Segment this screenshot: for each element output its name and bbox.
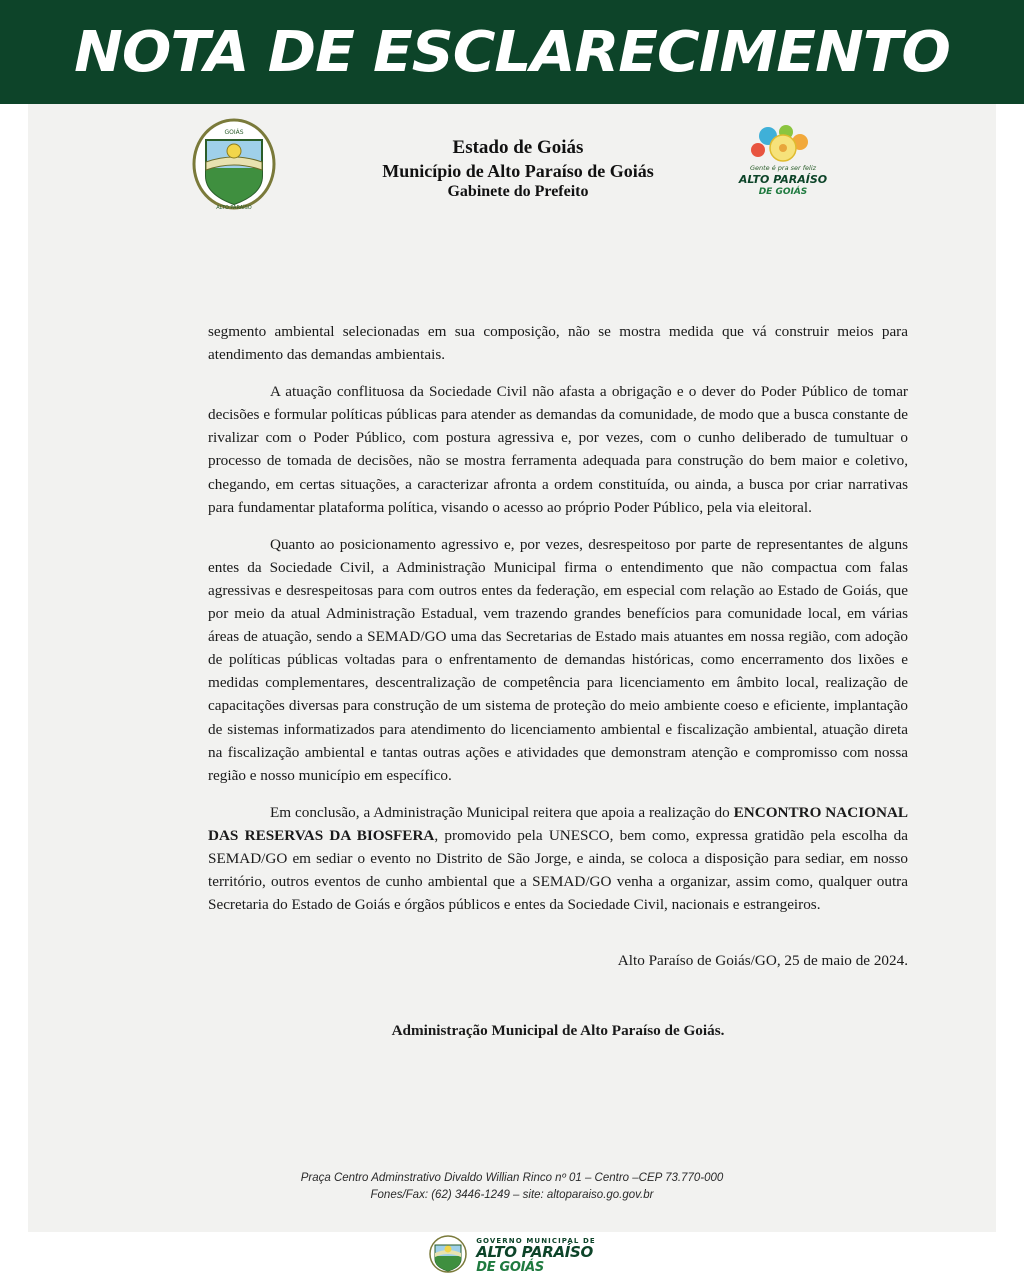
header-title-block [308,136,728,202]
footer-logo-line3: DE GOIÁS [476,1259,544,1275]
svg-text:Gente é pra ser feliz: Gente é pra ser feliz [749,164,817,172]
conclusion-highlight: ENCONTRO NACIONAL DAS RESERVAS DA BIOSFERA [208,803,909,844]
banner-title: NOTA DE ESCLARECIMENTO [74,19,950,85]
conclusion-post: , promovido pela UNESCO, bem como, expressa gratidão pela escolha da SEMAD/GO em sediar o evento no Distrito de São Jorge, e ainda, se coloca a disposição para sediar, em nosso território, outros eventos de cunho ambiental que a SEMAD/GO venha a organizar, assim como, qualquer outra Secretaria do Estado de Goiás e órgãos públicos e entes da Sociedade Civil, nacionais e estrangeiros. [208,826,908,914]
header-line-office: Gabinete do Prefeito [447,183,589,201]
footer-logo-line2: ALTO PARAÍSO [476,1243,594,1262]
paragraph: A atuação conflituosa da Sociedade Civil não afasta a obrigação e o dever do Poder Público de tomar decisões e formular políticas públicas para atender as demandas da comunidade, de modo que a busca constante de rivalizar com o Poder Público, com postura agressiva e, por vezes, com o cunho deliberado de tumultuar o processo de tomada de decisões, não se mostra ferramenta adequada para construção do bem maior e coletivo, chegando, em certas situações, a caracterizar afronta a ordem constituída, ou ainda, a busca por criar narrativas para fundamentar plataforma política, visando o acesso ao próprio Poder Público, pela via eleitoral. [208,383,908,516]
svg-text:ALTO PARAÍSO: ALTO PARAÍSO [216,205,252,210]
document-body [208,320,908,930]
signature-line: Administração Municipal de Alto Paraíso de Goiás. [391,1022,725,1039]
footer-address-line2: Fones/Fax: (62) 3446-1249 – site: altoparaiso.go.gov.br [370,1188,654,1201]
footer-logo-text [476,1238,596,1274]
svg-text:GOIÁS: GOIÁS [224,129,244,136]
tourism-logo [728,118,838,204]
footer-logo-bar [0,1232,1024,1280]
document-header [28,104,996,208]
place-and-date: Alto Paraíso de Goiás/GO, 25 de maio de 2024. [617,952,908,969]
paragraph: Quanto ao posicionamento agressivo e, por vezes, desrespeitoso por parte de representantes de alguns entes da Sociedade Civil, a Administração Municipal firma o entendimento que não compactua com falas agressivas e desrespeitosas para com outros entes da federação, em especial com relação ao Estado de Goiás, que por meio da atual Administração Estadual, vem trazendo grandes benefícios para comunidade local, em várias áreas de atuação, sendo a SEMAD/GO uma das Secretarias de Estado mais atuantes em nossa região, com adoção de políticas públicas voltadas para o enfrentamento de demandas históricas, como encerramento dos lixões e medidas complementares, descentralização de competência para licenciamento em âmbito local, realização de capacitações diversas para construção de um sistema de proteção do meio ambiente coeso e eficiente, implantação de sistemas informatizados para atendimento do licenciamento ambiental e fiscalização ambiental, atuação direta na fiscalização ambiental e tantas outras ações e atividades que demonstram atenção e compromisso com nossa região e nosso município em específico. [208,535,908,784]
coat-of-arms-icon [192,118,276,210]
header-line-state: Estado de Goiás [452,137,584,158]
municipal-seal-icon [428,1234,468,1279]
footer-address-line1: Praça Centro Adminstrativo Divaldo Willian Rinco nº 01 – Centro –CEP 73.770-000 [300,1172,724,1184]
footer-logo-line1: GOVERNO MUNICIPAL DE [476,1237,596,1246]
svg-text:ALTO PARAÍSO: ALTO PARAÍSO [738,173,828,186]
conclusion-pre: Em conclusão, a Administração Municipal reitera que apoia a realização do [270,803,734,821]
header-line-municipality: Município de Alto Paraíso de Goiás [382,160,654,181]
svg-text:DE GOIÁS: DE GOIÁS [758,187,808,197]
footer-address [0,1170,1024,1203]
document-sheet [28,104,996,1232]
paragraph: segmento ambiental selecionadas em sua composição, não se mostra medida que vá construir meios para atendimento das demandas ambientais. [208,323,908,364]
paragraph-conclusion [208,801,908,916]
banner-header [0,0,1024,104]
